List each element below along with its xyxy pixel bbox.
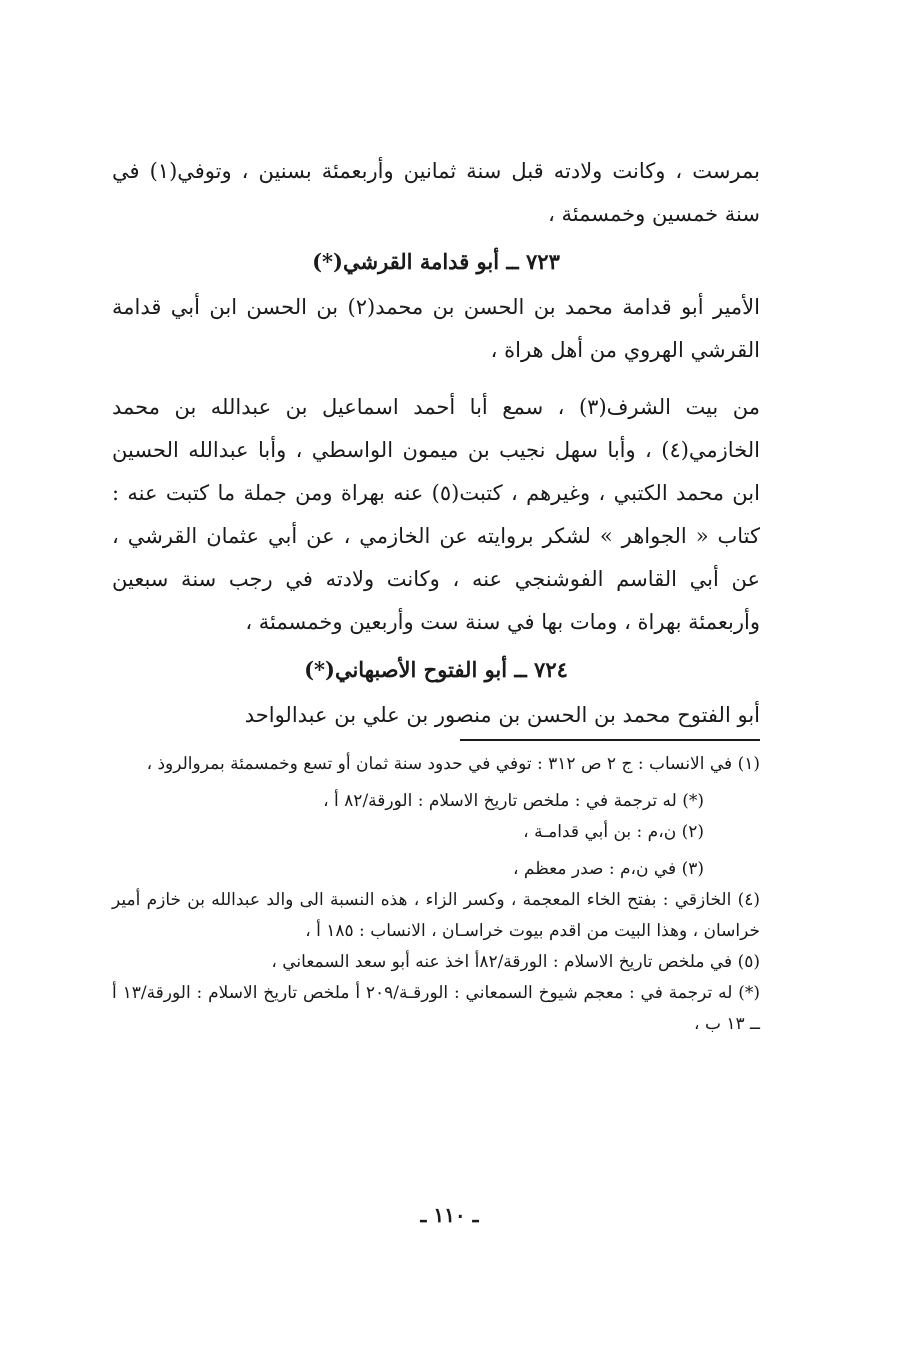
footnote-3: (٣) في ن،م : صدر معظم ،: [513, 859, 704, 879]
footnote-4: (٤) الخازقي : بفتح الخاء المعجمة ، وكسر الزاء ، هذه النسبة الى والد عبدالله بن خازم أمير خراسان ، وهذا البيت من اقدم بيوت خراسـان ، الانساب : ١٨٥ أ ،: [112, 890, 760, 941]
footnote-1: (١) في الانساب : ج ٢ ص ٣١٢ : توفي في حدود سنة ثمان أو تسع وخمسمئة بمروالروذ ،: [146, 754, 760, 774]
paragraph-continuation: بمرست ، وكانت ولادته قبل سنة ثمانين وأربعمئة بسنين ، وتوفي(١) في سنة خمسين وخمسمئة ،: [112, 159, 760, 226]
paragraph-entry-723-name: الأمير أبو قدامة محمد بن الحسن بن محمد(٢) بن الحسن ابن أبي قدامة القرشي الهروي من أهل هراة ،: [112, 295, 760, 362]
footnote-5: (٥) في ملخص تاريخ الاسلام : الورقة/٨٢أ اخذ عنه أبو سعد السمعاني ،: [271, 952, 760, 972]
footnote-star-1: (*) له ترجمة في : ملخص تاريخ الاسلام : الورقة/٨٢ أ ،: [323, 791, 704, 811]
entry-heading-723: ٧٢٣ ــ أبو قدامة القرشي(*): [312, 249, 560, 274]
page-number: ـ ١١٠ ـ: [420, 1203, 479, 1227]
footnote-star-2: (*) له ترجمة في : معجم شيوخ السمعاني : الورقـة/٢٠٩ أ ملخص تاريخ الاسلام : الورقة/١٣ أ ــ ١٣ ب ،: [112, 983, 760, 1034]
paragraph-entry-723-bio: من بيت الشرف(٣) ، سمع أبا أحمد اسماعيل بن عبدالله بن محمد الخازمي(٤) ، وأبا سهل نجيب بن ميمون الواسطي ، وأبا عبدالله الحسين ابن محمد الكتبي ، وغيرهم ، كتبت(٥) عنه بهراة ومن جملة ما كتبت عنه : كتاب « الجواهر » لشكر بروايته عن الخازمي ، عن أبي عثمان القرشي ، عن أبي القاسم الفوشنجي عنه ، وكانت ولادته في رجب سنة سبعين وأربعمئة بهراة ، ومات بها في سنة ست وأربعين وخمسمئة ،: [112, 395, 760, 634]
paragraph-entry-724-name: أبو الفتوح محمد بن الحسن بن منصور بن علي بن عبدالواحد: [244, 703, 760, 727]
footnote-2: (٢) ن،م : بن أبي قدامـة ،: [523, 822, 704, 842]
footnote-divider: [460, 739, 760, 741]
entry-heading-724: ٧٢٤ ــ أبو الفتوح الأصبهاني(*): [304, 657, 568, 682]
page-body: [112, 150, 760, 1040]
footnotes: [112, 749, 760, 1040]
